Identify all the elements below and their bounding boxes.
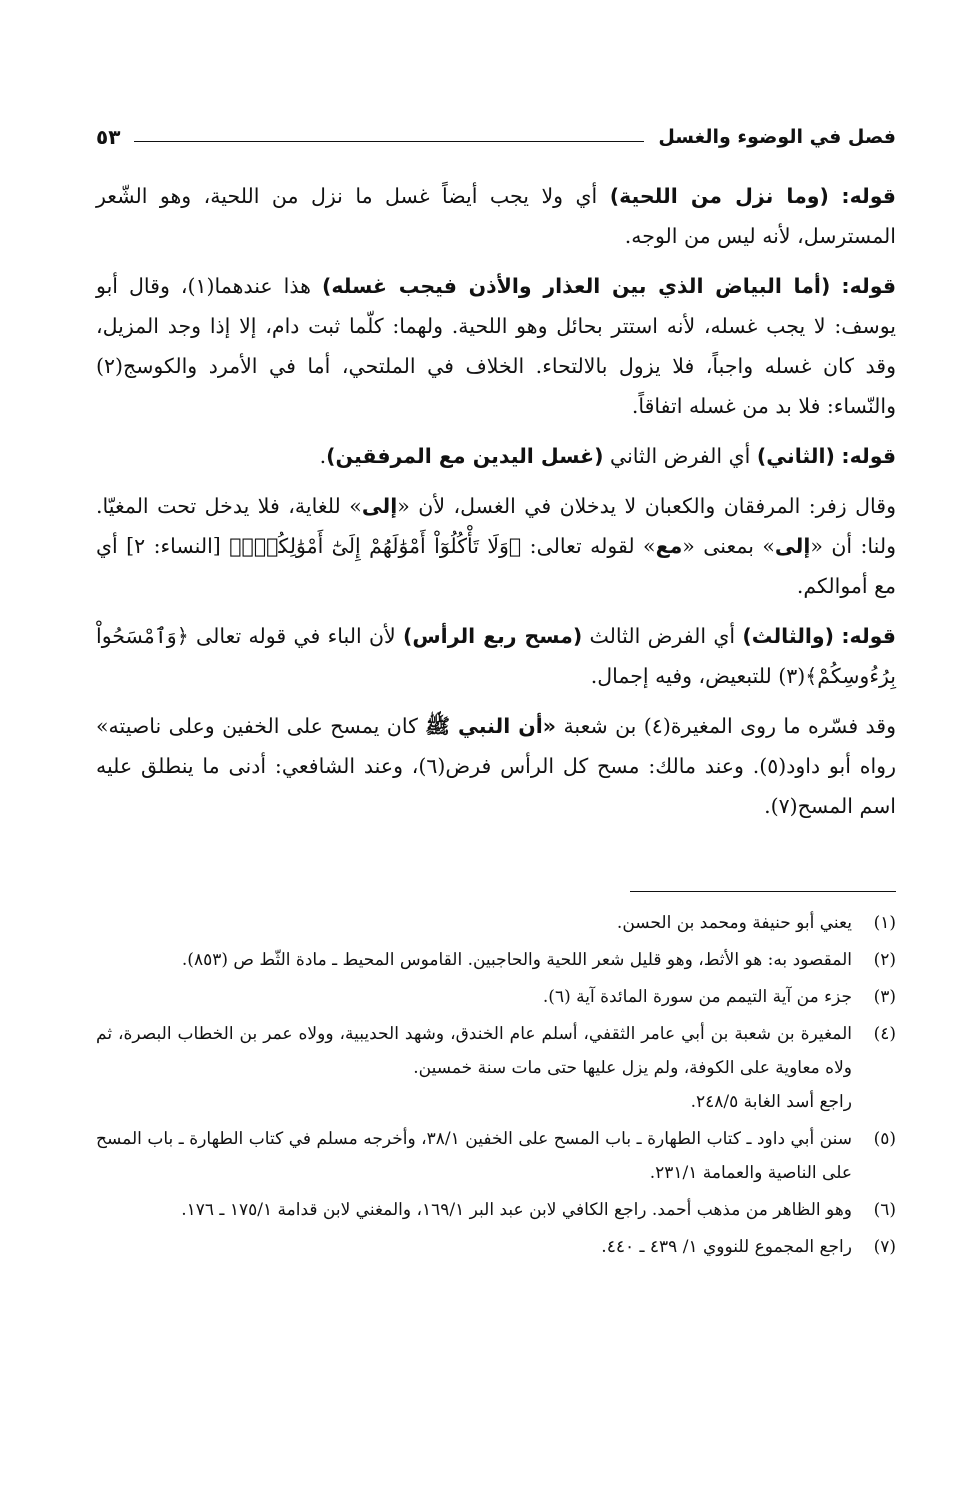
commentary-text: » لقوله تعالى: (529, 534, 656, 558)
footnote-separator (630, 891, 896, 892)
bold-term: مع (655, 534, 683, 558)
commentary-text: أي ولا يجب أيضاً غسل ما نزل من اللحية، وهو الشّعر المسترسل، لأنه ليس من الوجه. (96, 184, 896, 248)
footnote-text (96, 1193, 852, 1227)
footnote-text (96, 980, 852, 1014)
footnote-line: المغيرة بن شعبة بن أبي عامر الثقفي، أسلم عام الخندق، وشهد الحديبية، وولاه عمر بن الخطاب البصرة، ثم ولاه معاوية على الكوفة، ولم يزل عليها حتى مات سنة خمسين. (96, 1024, 852, 1078)
commentary-text: » للغاية، فلا يدخل تحت المغيّا. ولنا: أن « (96, 494, 896, 558)
qawluh-label: قوله: (841, 274, 896, 298)
qawluh-label: قوله: (841, 444, 896, 468)
footnote-5 (96, 1122, 896, 1190)
paragraph-4 (96, 486, 896, 606)
footnote-line: وهو الظاهر من مذهب أحمد. راجع الكافي لابن عبد البر ١٦٩/١، والمغني لابن قدامة ١٧٥/١ ـ ١٧٦. (181, 1200, 852, 1220)
footnote-text (96, 1230, 852, 1264)
main-text (96, 176, 896, 836)
footnote-number: (٤) (873, 1024, 896, 1044)
footnote-line: جزء من آية التيمم من سورة المائدة آية (٦). (542, 987, 852, 1007)
quoted-matn: (والثالث) (742, 624, 835, 648)
footnote-6 (96, 1193, 896, 1227)
quoted-matn: (مسح ربع الرأس) (403, 624, 583, 648)
commentary-text: (٣) للتبعيض، وفيه إجمال. (590, 664, 806, 688)
footnote-number: (٧) (873, 1237, 896, 1257)
commentary-text: هذا عندهما(١)، وقال أبو يوسف: لا يجب غسله، لأنه استتر بحائل وهو اللحية. ولهما: كلّما ثبت دام، إلا إذا وجد المزيل، وقد كان غسله واجباً، فلا يزول بالالتحاء. الخلاف في الملتحي، أما في الأمرد والكوسج(٢) والنّساء: فلا بد من غسله اتفاقاً. (96, 274, 896, 418)
footnote-number: (٦) (873, 1200, 896, 1220)
paragraph-1 (96, 176, 896, 256)
commentary-text: أي الفرض الثاني (610, 444, 751, 468)
commentary-text: [النساء: ٢] أي مع أموالكم. (96, 534, 896, 598)
quran-verse: ﴿وَٱمْسَحُواْ بِرُءُوسِكُمْ﴾ (96, 624, 896, 688)
footnote-text (96, 1122, 852, 1190)
footnote-line: راجع أسد الغابة ٢٤٨/٥. (690, 1092, 852, 1112)
commentary-text: لأن الباء في قوله تعالى (196, 624, 396, 648)
footnote-3 (96, 980, 896, 1014)
commentary-text: وقال زفر: المرفقان والكعبان لا يدخلان في الغسل، لأن « (397, 494, 896, 518)
bold-term: إلى (361, 494, 398, 518)
footnote-number: (٢) (873, 950, 896, 970)
footnote-text (96, 906, 852, 940)
footnote-line: سنن أبي داود ـ كتاب الطهارة ـ باب المسح على الخفين ٣٨/١، وأخرجه مسلم في كتاب الطهارة ـ باب المسح على الناصية والعمامة ٢٣١/١. (96, 1129, 852, 1183)
commentary-text: أي الفرض الثالث (589, 624, 736, 648)
footnote-number: (٣) (873, 987, 896, 1007)
footnote-text (96, 1017, 852, 1119)
paragraph-5 (96, 616, 896, 696)
footnote-7 (96, 1230, 896, 1264)
hadith-quote: «أن النبي ﷺ (425, 714, 557, 738)
commentary-text: » بمعنى « (682, 534, 775, 558)
quoted-matn: (وما نزل من اللحية) (609, 184, 829, 208)
footnote-line: يعني أبو حنيفة ومحمد بن الحسن. (616, 913, 852, 933)
header-rule (134, 141, 644, 142)
footnotes (96, 906, 896, 1267)
footnote-2 (96, 943, 896, 977)
qawluh-label: قوله: (841, 624, 896, 648)
quran-verse: ﴿وَلَا تَأْكُلُوٓاْ أَمْوَٰلَهُمْ إِلَىٰٓ أَمْوَٰلِكُمْۚ﴾ (229, 534, 522, 558)
quoted-matn: (أما البياض الذي بين العذار والأذن فيجب غسله) (322, 274, 831, 298)
commentary-text: وقد فسّره ما روى المغيرة(٤) بن شعبة (563, 714, 896, 738)
paragraph-2 (96, 266, 896, 426)
footnote-number: (١) (873, 913, 896, 933)
paragraph-6 (96, 706, 896, 826)
running-header (96, 120, 896, 154)
quoted-matn: (الثاني) (756, 444, 835, 468)
commentary-text: كان يمسح على الخفين وعلى ناصيته» رواه أبو داود(٥). وعند مالك: مسح كل الرأس فرض(٦)، وعند الشافعي: أدنى ما ينطلق عليه اسم المسح(٧). (96, 714, 896, 818)
paragraph-3 (96, 436, 896, 476)
book-page (96, 0, 896, 1498)
running-title: فصل في الوضوء والغسل (658, 126, 896, 148)
footnote-1 (96, 906, 896, 940)
bold-term: إلى (774, 534, 811, 558)
qawluh-label: قوله: (841, 184, 896, 208)
page-number: ٥٣ (96, 125, 121, 149)
footnote-4 (96, 1017, 896, 1119)
commentary-text: . (319, 444, 327, 468)
footnote-number: (٥) (873, 1129, 896, 1149)
footnote-text (96, 943, 852, 977)
quoted-matn: (غسل اليدين مع المرفقين) (326, 444, 604, 468)
footnote-line: راجع المجموع للنووي ١/ ٤٣٩ ـ ٤٤٠. (601, 1237, 852, 1257)
footnote-line: المقصود به: هو الأثط، وهو قليل شعر اللحية والحاجبين. القاموس المحيط ـ مادة الثّط ص (٨٥٣). (181, 950, 852, 970)
